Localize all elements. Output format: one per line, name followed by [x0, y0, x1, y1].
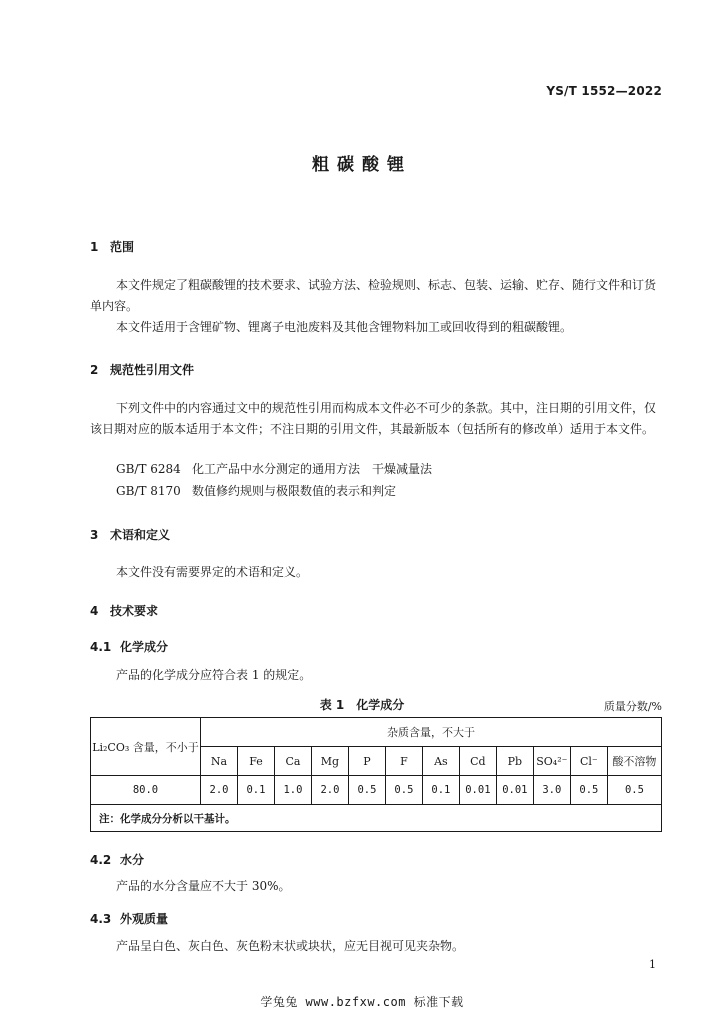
section-title: 化学成分: [120, 640, 169, 654]
section-title: 外观质量: [120, 912, 169, 926]
impurity-group-header: 杂质含量，不大于: [201, 718, 662, 747]
impurity-value: 0.1: [237, 776, 274, 805]
impurity-value: 3.0: [533, 776, 570, 805]
section-title: 范围: [110, 240, 135, 254]
section-4-1-heading: [90, 638, 168, 655]
normative-reference: [116, 460, 432, 477]
section-number: 4: [90, 604, 99, 618]
section-title: 术语和定义: [110, 528, 171, 542]
download-footer: 学兔兔 www.bzfxw.com 标准下载: [260, 995, 464, 1009]
section-4-2-paragraph: 产品的水分含量应不大于 30%。: [116, 879, 291, 893]
impurity-value: 2.0: [201, 776, 238, 805]
standard-code: YS/T 1552—2022: [546, 84, 662, 98]
chemical-composition-table: [90, 717, 662, 832]
impurity-header: Ca: [274, 747, 311, 776]
section-number: 3: [90, 528, 99, 542]
section-title: 技术要求: [110, 604, 159, 618]
section-4-heading: [90, 602, 158, 619]
impurity-value: 0.5: [570, 776, 607, 805]
section-number: 1: [90, 240, 99, 254]
section-1-paragraph-2: 本文件适用于含锂矿物、锂离子电池废料及其他含锂物料加工或回收得到的粗碳酸锂。: [116, 320, 573, 334]
table-unit: 质量分数/%: [603, 700, 662, 713]
section-title: 规范性引用文件: [110, 363, 195, 377]
impurity-header: Cl⁻: [570, 747, 607, 776]
impurity-header: SO₄²⁻: [533, 747, 570, 776]
section-2-heading: [90, 361, 194, 378]
impurity-value: 1.0: [274, 776, 311, 805]
impurity-header: P: [348, 747, 385, 776]
impurity-header: Mg: [311, 747, 348, 776]
impurity-header: Fe: [237, 747, 274, 776]
section-number: 2: [90, 363, 99, 377]
impurity-header: Na: [201, 747, 238, 776]
section-4-3-paragraph: 产品呈白色、灰白色、灰色粉末状或块状，应无目视可见夹杂物。: [116, 939, 465, 953]
impurity-value: 0.5: [385, 776, 422, 805]
document-title: 粗碳酸锂: [312, 155, 412, 175]
section-3-paragraph: 本文件没有需要界定的术语和定义。: [116, 565, 309, 579]
reference-code: GB/T 8170: [116, 484, 181, 498]
section-2-paragraph: 下列文件中的内容通过文中的规范性引用而构成本文件必不可少的条款。其中，注日期的引用文件，仅该日期对应的版本适用于本文件；不注日期的引用文件，其最新版本（包括所有的修改单）适用于本文件。: [90, 401, 657, 436]
section-4-2-heading: [90, 851, 144, 868]
section-number: 4.2: [90, 853, 112, 867]
table-row: [91, 776, 662, 805]
section-title: 水分: [120, 853, 145, 867]
reference-code: GB/T 6284: [116, 462, 181, 476]
impurity-value: 0.5: [348, 776, 385, 805]
impurity-value: 0.01: [496, 776, 533, 805]
impurity-header: As: [422, 747, 459, 776]
page-number: 1: [649, 958, 656, 971]
section-4-1-paragraph: 产品的化学成分应符合表 1 的规定。: [116, 668, 312, 682]
impurity-header: 酸不溶物: [607, 747, 661, 776]
reference-title: 数值修约规则与极限数值的表示和判定: [192, 484, 397, 498]
impurity-header: Cd: [459, 747, 496, 776]
section-number: 4.1: [90, 640, 112, 654]
table-caption: 表 1 化学成分: [319, 698, 405, 712]
impurity-header: F: [385, 747, 422, 776]
reference-title: 化工产品中水分测定的通用方法 干燥减量法: [192, 462, 433, 476]
normative-reference: [116, 482, 396, 499]
impurity-header: Pb: [496, 747, 533, 776]
li2co3-value: 80.0: [91, 776, 201, 805]
impurity-value: 2.0: [311, 776, 348, 805]
section-number: 4.3: [90, 912, 112, 926]
li2co3-header: Li₂CO₃ 含量，不小于: [91, 718, 201, 776]
section-1-heading: [90, 238, 134, 255]
section-1-paragraph-1: 本文件规定了粗碳酸锂的技术要求、试验方法、检验规则、标志、包装、运输、贮存、随行文件和订货单内容。: [90, 278, 657, 313]
impurity-value: 0.1: [422, 776, 459, 805]
section-4-3-heading: [90, 910, 168, 927]
impurity-value: 0.5: [607, 776, 661, 805]
section-3-heading: [90, 526, 170, 543]
impurity-value: 0.01: [459, 776, 496, 805]
table-note: 注：化学成分分析以干基计。: [91, 805, 662, 832]
